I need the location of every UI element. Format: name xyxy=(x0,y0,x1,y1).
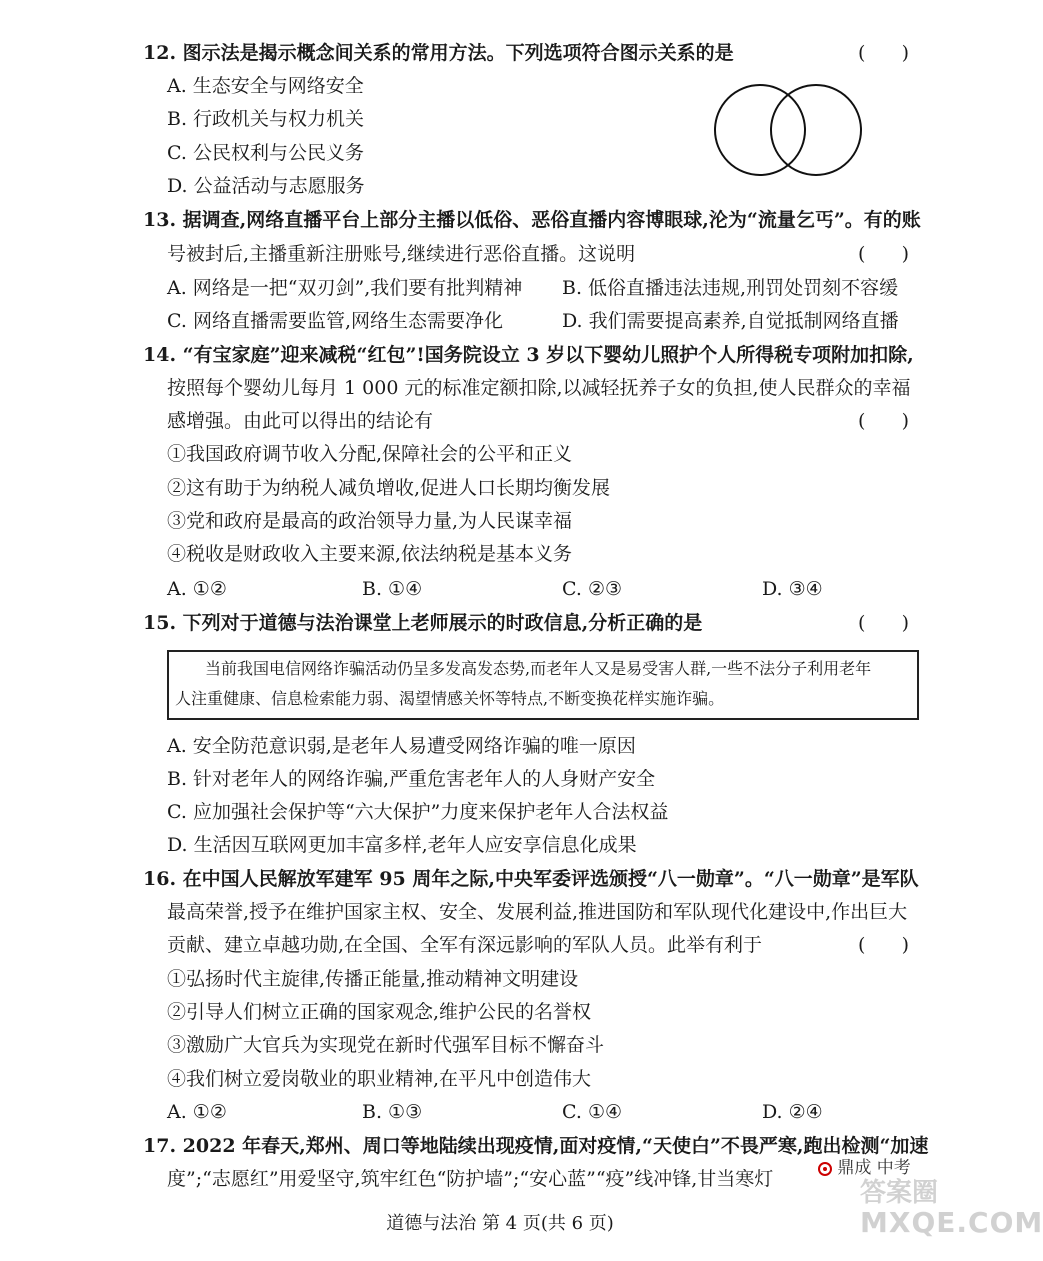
q14-item-4: ④税收是财政收入主要来源,依法纳税是基本义务 xyxy=(167,543,573,565)
q16-stem-line2: 最高荣誉,授予在维护国家主权、安全、发展利益,推进国防和军队现代化建设中,作出巨大 xyxy=(167,901,908,923)
q15-box-line2: 人注重健康、信息检索能力弱、渴望情感关怀等特点,不断变换花样实施诈骗。 xyxy=(175,689,725,708)
q16-answer-paren: ( ) xyxy=(858,934,910,956)
q14-choice-b: B. ①④ xyxy=(362,578,423,600)
q13-option-d: D. 我们需要提高素养,自觉抵制网络直播 xyxy=(562,310,899,332)
q13-answer-paren: ( ) xyxy=(858,243,910,265)
q16-stem-line1: 16. 在中国人民解放军建军 95 周年之际,中央军委评选颁授“八一勋章”。“八一勋章”是军队 xyxy=(143,868,919,890)
q13-option-a: A. 网络是一把“双刃剑”,我们要有批判精神 xyxy=(167,277,523,299)
q14-stem-line1: 14. “有宝家庭”迎来减税“红包”!国务院设立 3 岁以下婴幼儿照护个人所得税专项附加扣除, xyxy=(143,344,914,366)
q17-stem-line1: 17. 2022 年春天,郑州、周口等地陆续出现疫情,面对疫情,“天使白”不畏严寒,跑出检测“加速 xyxy=(143,1135,929,1157)
q14-item-2: ②这有助于为纳税人减负增收,促进人口长期均衡发展 xyxy=(167,477,611,499)
q15-answer-paren: ( ) xyxy=(858,612,910,634)
q12-option-b: B. 行政机关与权力机关 xyxy=(167,108,365,130)
q16-item-1: ①弘扬时代主旋律,传播正能量,推动精神文明建设 xyxy=(167,968,579,990)
q16-item-2: ②引导人们树立正确的国家观念,维护公民的名誉权 xyxy=(167,1001,592,1023)
q15-option-a: A. 安全防范意识弱,是老年人易遭受网络诈骗的唯一原因 xyxy=(167,735,636,757)
q15-stem: 15. 下列对于道德与法治课堂上老师展示的时政信息,分析正确的是 xyxy=(143,612,703,634)
logo-mark-icon xyxy=(818,1162,832,1176)
q13-option-c: C. 网络直播需要监管,网络生态需要净化 xyxy=(167,310,503,332)
q14-answer-paren: ( ) xyxy=(858,410,910,432)
q15-option-c: C. 应加强社会保护等“六大保护”力度来保护老年人合法权益 xyxy=(167,801,669,823)
q12-option-c: C. 公民权利与公民义务 xyxy=(167,142,364,164)
q12-answer-paren: ( ) xyxy=(858,42,910,64)
q14-choice-d: D. ③④ xyxy=(762,578,823,600)
q15-option-d: D. 生活因互联网更加丰富多样,老年人应安享信息化成果 xyxy=(167,834,637,856)
q15-box-line1: 当前我国电信网络诈骗活动仍呈多发高发态势,而老年人又是易受害人群,一些不法分子利用老年 xyxy=(205,659,872,678)
q16-choice-b: B. ①③ xyxy=(362,1101,423,1123)
q16-item-4: ④我们树立爱岗敬业的职业精神,在平凡中创造伟大 xyxy=(167,1068,592,1090)
q17-stem-line2: 度”;“志愿红”用爱坚守,筑牢红色“防护墙”;“安心蓝”“疫”线冲锋,甘当寒灯 xyxy=(167,1168,774,1190)
q14-choice-c: C. ②③ xyxy=(562,578,623,600)
q14-choice-a: A. ①② xyxy=(167,578,227,600)
q12-option-d: D. 公益活动与志愿服务 xyxy=(167,175,365,197)
logo-text: 鼎成 中考 xyxy=(837,1158,911,1178)
q16-choice-c: C. ①④ xyxy=(562,1101,623,1123)
q16-choice-d: D. ②④ xyxy=(762,1101,823,1123)
q12-stem: 12. 图示法是揭示概念间关系的常用方法。下列选项符合图示关系的是 xyxy=(143,42,734,64)
page-footer: 道德与法治 第 4 页(共 6 页) xyxy=(386,1213,614,1234)
q13-stem-line1: 13. 据调查,网络直播平台上部分主播以低俗、恶俗直播内容博眼球,沦为“流量乞丐”。有的账 xyxy=(143,209,921,231)
q16-stem-line3: 贡献、建立卓越功勋,在全国、全军有深远影响的军队人员。此举有利于 xyxy=(167,934,763,956)
watermark-url: MXQE.COM xyxy=(860,1206,1043,1239)
venn-diagram xyxy=(708,85,868,185)
q14-stem-line3: 感增强。由此可以得出的结论有 xyxy=(167,410,434,432)
watermark-text: 答案圈 xyxy=(860,1178,939,1208)
q12-option-a: A. 生态安全与网络安全 xyxy=(167,75,364,97)
q14-item-3: ③党和政府是最高的政治领导力量,为人民谋幸福 xyxy=(167,510,573,532)
q13-stem-line2: 号被封后,主播重新注册账号,继续进行恶俗直播。这说明 xyxy=(167,243,636,265)
publisher-logo xyxy=(818,1157,911,1179)
q14-item-1: ①我国政府调节收入分配,保障社会的公平和正义 xyxy=(167,443,573,465)
q15-option-b: B. 针对老年人的网络诈骗,严重危害老年人的人身财产安全 xyxy=(167,768,656,790)
venn-right-circle xyxy=(771,85,861,175)
q14-stem-line2: 按照每个婴幼儿每月 1 000 元的标准定额扣除,以减轻抚养子女的负担,使人民群众的幸福 xyxy=(167,377,911,399)
q16-item-3: ③激励广大官兵为实现党在新时代强军目标不懈奋斗 xyxy=(167,1034,605,1056)
q16-choice-a: A. ①② xyxy=(167,1101,227,1123)
q13-option-b: B. 低俗直播违法违规,刑罚处罚刻不容缓 xyxy=(562,277,899,299)
q15-info-box xyxy=(167,650,919,720)
venn-left-circle xyxy=(715,85,805,175)
